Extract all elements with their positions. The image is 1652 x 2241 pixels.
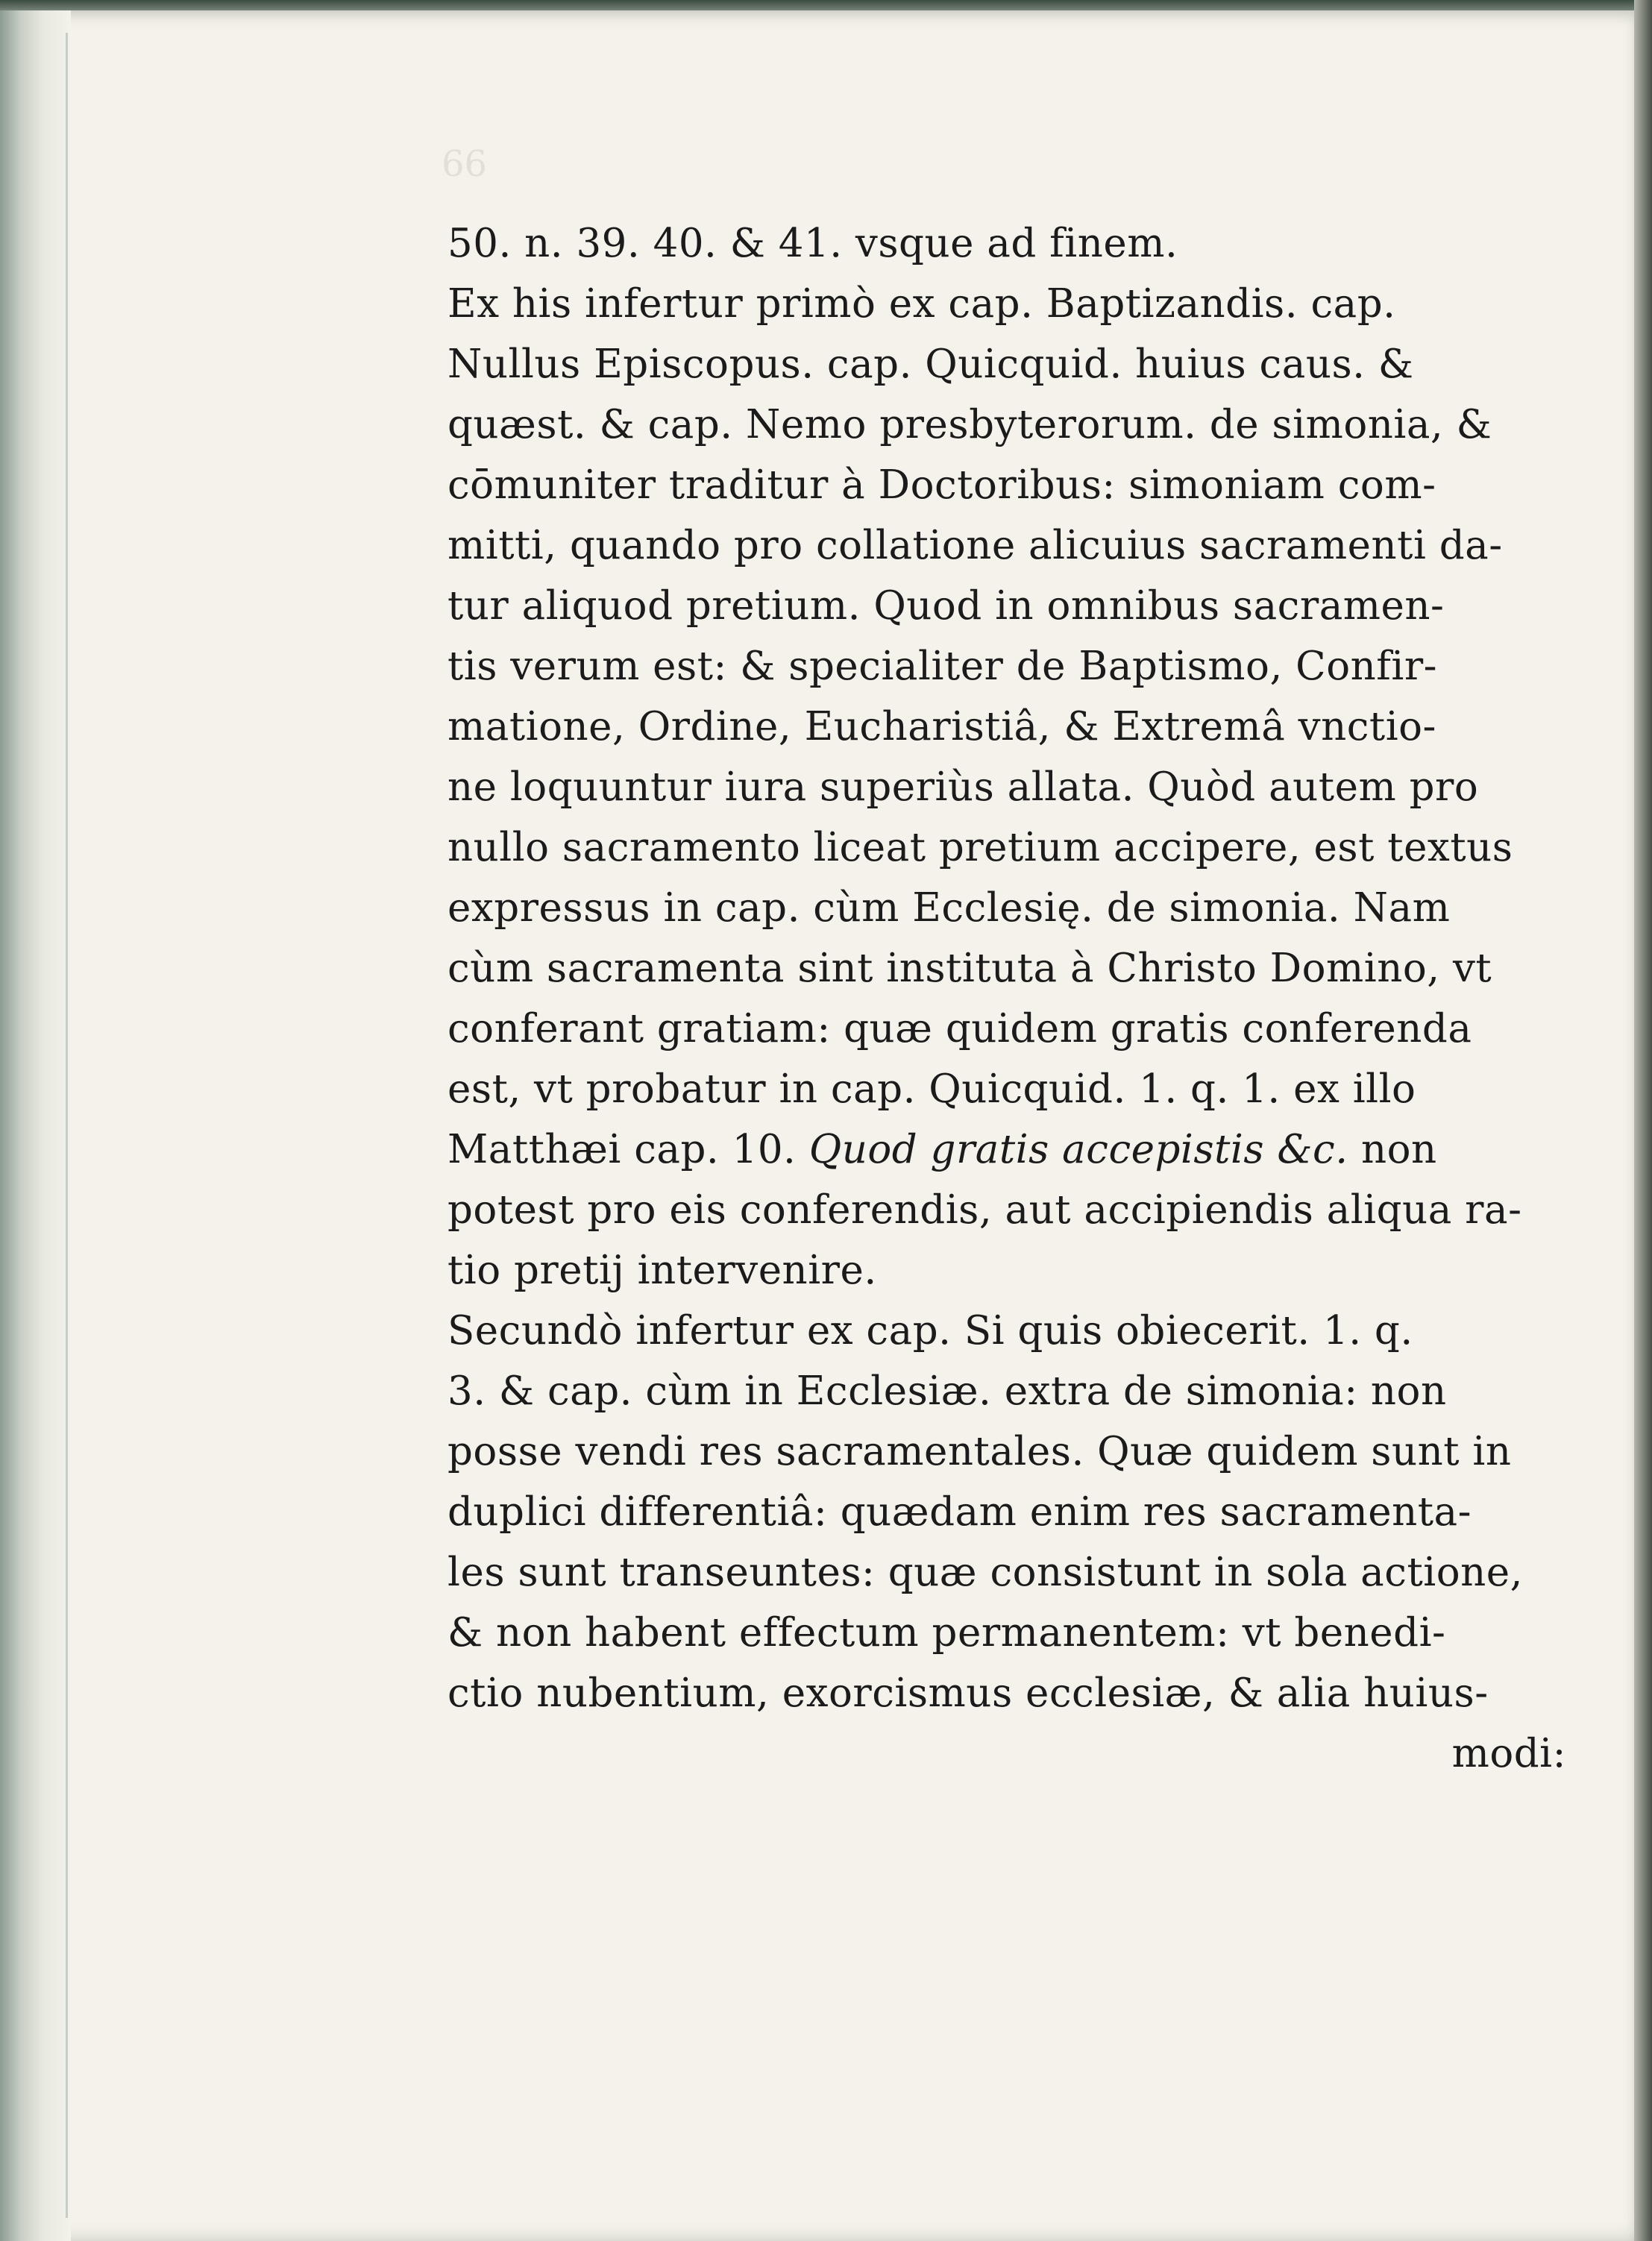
main-text-block (447, 213, 1566, 1784)
text-line (447, 1180, 1566, 1240)
text-line (447, 1603, 1566, 1663)
text-segment: 3. & cap. cùm in Ecclesiæ. extra de simonia: non (447, 1368, 1447, 1414)
text-line (447, 878, 1566, 938)
text-segment: posse vendi res sacramentales. Quæ quidem sunt in (447, 1429, 1512, 1474)
text-segment: Ex his infertur primò ex cap. Baptizandis. cap. (447, 281, 1396, 327)
text-segment: quæst. & cap. Nemo presbyterorum. de simonia, & (447, 402, 1492, 447)
text-segment: non (1348, 1127, 1437, 1172)
text-segment: est, vt probatur in cap. Quicquid. 1. q. 1. ex illo (447, 1066, 1416, 1112)
text-line (447, 1723, 1566, 1784)
text-line (447, 1542, 1566, 1603)
text-segment: cùm sacramenta sint instituta à Christo Domino, vt (447, 946, 1492, 991)
text-line (447, 1301, 1566, 1361)
text-line (447, 213, 1566, 274)
text-segment: & non habent effectum permanentem: vt benedi- (447, 1610, 1446, 1656)
text-line (447, 1361, 1566, 1421)
text-segment: duplici differentiâ: quædam enim res sacramenta- (447, 1489, 1472, 1535)
book-page (0, 10, 1635, 2241)
book-right-edge (1634, 0, 1652, 2241)
text-line (447, 817, 1566, 878)
text-segment: nullo sacramento liceat pretium accipere, est textus (447, 825, 1513, 870)
text-segment: ctio nubentium, exorcismus ecclesiæ, & alia huius- (447, 1670, 1489, 1716)
text-segment: les sunt transeuntes: quæ consistunt in sola actione, (447, 1550, 1523, 1595)
text-segment: Secundò infertur ex cap. Si quis obiecerit. 1. q. (447, 1308, 1413, 1354)
text-line (447, 636, 1566, 697)
text-line (447, 334, 1566, 395)
text-segment: mitti, quando pro collatione alicuius sacramenti da- (447, 523, 1503, 568)
text-line (447, 1421, 1566, 1482)
text-line (447, 1119, 1566, 1180)
text-line (447, 1663, 1566, 1723)
text-segment: tur aliquod pretium. Quod in omnibus sacramen- (447, 583, 1445, 629)
text-segment: expressus in cap. cùm Ecclesię. de simonia. Nam (447, 885, 1451, 931)
text-line (447, 1059, 1566, 1119)
text-segment: tio pretij intervenire. (447, 1248, 877, 1293)
text-line (447, 697, 1566, 757)
italic-quote: Quod gratis accepistis &c. (808, 1127, 1348, 1172)
text-line (447, 1482, 1566, 1542)
text-segment: tis verum est: & specialiter de Baptismo, Confir- (447, 644, 1438, 689)
text-segment: Nullus Episcopus. cap. Quicquid. huius caus. & (447, 342, 1414, 387)
text-segment: 50. n. 39. 40. & 41. vsque ad finem. (447, 221, 1178, 266)
text-line (447, 274, 1566, 334)
page-binding-shadow (0, 10, 71, 2241)
text-segment: conferant gratiam: quæ quidem gratis conferenda (447, 1006, 1472, 1052)
text-line (447, 455, 1566, 515)
text-line (447, 576, 1566, 636)
text-line (447, 395, 1566, 455)
text-segment: matione, Ordine, Eucharistiâ, & Extremâ vnctio- (447, 704, 1436, 749)
text-segment: ne loquuntur iura superiùs allata. Quòd autem pro (447, 764, 1479, 810)
show-through-page-number: 66 (442, 143, 488, 185)
text-line (447, 1240, 1566, 1301)
text-line (447, 999, 1566, 1059)
text-segment: cōmuniter traditur à Doctoribus: simoniam com- (447, 462, 1436, 508)
text-segment: modi: (1451, 1731, 1566, 1776)
text-segment: potest pro eis conferendis, aut accipiendis aliqua ra- (447, 1187, 1522, 1233)
text-segment: Matthæi cap. 10. (447, 1127, 809, 1172)
text-line (447, 757, 1566, 817)
text-line (447, 515, 1566, 576)
page-fold-line (66, 33, 68, 2218)
text-line (447, 938, 1566, 999)
